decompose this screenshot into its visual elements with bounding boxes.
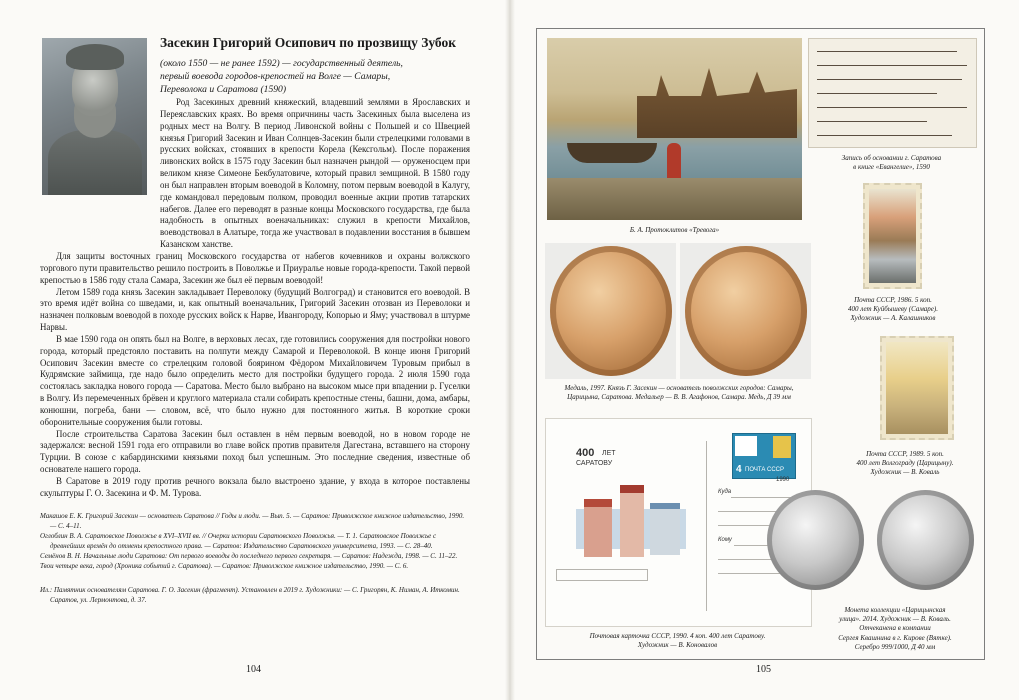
article-subtitle — [160, 57, 470, 97]
stamp2-caption — [840, 450, 970, 478]
stamp1-caption — [838, 296, 948, 324]
paragraph: В мае 1590 года он опять был на Волге, в верховых лесах, где готовились сооружения для постройки нового города, который предстояло поставить на полпути между Самарой и Переволокой. В конце июня Григорий Осипович Засекин вместе со стрелецким головой боярином Фёдором Михайловичем Туровым прибыл в Кудрямские займища, где надо было определить место для постройки будущего города. 2 июля 1590 года состоялась закладка нового города — Саратова. Место было выбрано на высоком мысе при впадении р. Гуселки в Волгу. Из перемеченных брёвен и круглого материала стали собирать крепостные стены, башни, дома, амбары, конюшни, погреба, бани — словом, всё, что было нужно для постоянного житья. В короткие сроки оборонительные сооружения были готовы. — [40, 333, 470, 427]
paragraph: В Саратове в 2019 году против речного вокзала было выстроено здание, у входа в которое поставлены скульптуры Г. О. Засекина и Ф. М. Турова. — [40, 476, 470, 498]
caption-line: в книге «Евангелие», 1590 — [853, 163, 930, 172]
caption-line: Почта СССР, 1986. 5 коп. — [854, 296, 932, 304]
paragraph: Летом 1589 года князь Засекин закладывает Переволоку (будущий Волгоград) и становится его воеводой. В это время идёт война со шведами, и, как опытный военачальник, Григорий Засекин отозван из Переволоки и назначен полковым воеводой в походе русских войск к Нарве, Ивангороду, Копорью и Яму; участвовал в штурме Нарвы. — [40, 286, 470, 333]
painting-caption: Б. А. Протоклитов «Тревога» — [629, 226, 720, 234]
caption-line: Художник — В. Коваль — [870, 468, 940, 477]
coin-reverse-image — [877, 490, 974, 590]
painting-alarm-image — [547, 38, 802, 220]
card-index-boxes — [556, 569, 648, 581]
caption-line: Царицына, Саратова. Медальер — В. В. Агафонов, Самара. Медь, Д 39 мм — [567, 393, 791, 402]
caption-line: Сергея Квашнина в г. Кирове (Вятке). — [838, 633, 952, 642]
caption-line: Серебро 999/1000, Д 40 мм — [854, 642, 936, 651]
painting-boat — [567, 143, 657, 163]
article-body — [40, 97, 470, 500]
painting-fortress — [637, 68, 797, 138]
coin-caption — [820, 606, 970, 652]
coin-obverse-image — [767, 490, 864, 590]
caption-line: Отчеканена в компании — [859, 624, 931, 633]
caption-line: 400 лет Волгограду (Царицыну). — [856, 459, 954, 468]
page-number-left: 104 — [246, 664, 261, 675]
reference-item: Семёнов В. Н. Начальные люди Саратова: От первого воеводы до последнего первого секретаря. — Саратов: Надежда, 1998. — С. 11–22. — [40, 552, 458, 560]
postcard-caption — [545, 632, 810, 650]
references-list — [40, 511, 470, 605]
reference-item: Твои четыре века, город (Хроника событий г. Саратова). — Саратов: Приволжское книжное издательство, 1990. — С. 6. — [40, 562, 409, 570]
caption-line: 400 лет Куйбышеву (Самаре). — [847, 305, 938, 314]
caption-line: Художник — А. Калашников — [850, 314, 936, 323]
card-year: 1990 — [776, 477, 790, 483]
card-kremlin-illustration — [576, 479, 686, 549]
subtitle-line: Переволока и Саратова (1590) — [160, 84, 287, 96]
portrait-hat — [66, 44, 124, 70]
card-field-to: Куда — [718, 489, 732, 495]
card-label: ЛЕТ — [602, 450, 616, 457]
caption-line: Монета коллекции «Царицынская — [844, 606, 946, 614]
caption-line: улица». 2014. Художник — В. Коваль. — [839, 615, 951, 624]
card-stamp-value: 4 — [736, 464, 742, 475]
medal-caption — [545, 384, 813, 402]
paragraph: После строительства Саратова Засекин был оставлен в нём первым воеводой, но в новом городе не задержался: весной 1591 года его отправили во главе войск против правителя Дагестана, вставшего на сторону Турции. В союзе с кабардинскими князьями поход был успешным. Это последние сведения, известные об основателе нашего города. — [40, 428, 470, 475]
caption-line: Запись об основании г. Саратова — [841, 154, 942, 162]
manuscript-caption — [808, 154, 975, 172]
caption-line: Медаль, 1997. Князь Г. Засекин — основатель поволжских городов: Самары, — [564, 384, 794, 392]
medal-obverse-image — [550, 246, 672, 376]
manuscript-image — [808, 38, 977, 148]
reference-item: Оглоблин В. А. Саратовское Поволжье в XVI–XVII вв. // Очерки истории Саратовского Поволжья. — Т. 1. Саратовское Поволжье с древнейших времён до отмены крепостного права. — Саратов: Издательство Саратовского университета, 1993. — С. 28–40. — [40, 532, 437, 550]
reference-item: Макашов Е. К. Григорий Засекин — основатель Саратова // Годы и люди. — Вып. 5. — Саратов: Приволжское книжное издательство, 1990. — С. 4–11. — [40, 512, 465, 530]
card-stamp-text: ПОЧТА СССР — [745, 467, 784, 473]
page-number-right: 105 — [756, 664, 771, 675]
paragraph: Род Засекиных древний княжеский, владевший землями в Ярославских и Переяславских краях. Во время опричнины часть Засекиных была выселена из родных мест на Волгу. В период Ливонской войны с Польшей и со Швецией князья Григорий Засекин и Иван Солнцев-Засекин были стрелецкими головами в русских войсках, стоявших в крепости Корела (Кексгольм). После поражения ливонских войск в 1575 году Засекин был назначен рындой — оруженосцем при великом князе Симеоне Бекбулатовиче, который правил земщиной. В 1580 году он был направлен вторым воеводой в Коломну, потом первым воеводой в Калугу, где командовал передовым полком, проводил военные акции против татарских набегов. Далее его переводят в разные концы Московского государства, где была надобность в опытных военачальниках: служил в крепости Михайлов, воеводствовал в Алатыре, тогда же участвовал в подавлении восстания в бывшем Казанском ханстве. — [160, 97, 470, 250]
caption-line: Почтовая карточка СССР, 1990. 4 коп. 400 лет Саратову. — [589, 632, 766, 640]
card-value: 400 — [576, 447, 595, 459]
stamp-samara-image — [863, 183, 922, 289]
painting-shore — [547, 178, 802, 220]
article-title: Засекин Григорий Осипович по прозвищу Зубок — [160, 35, 457, 50]
card-printed-stamp — [732, 433, 796, 479]
medal-reverse-image — [685, 246, 807, 376]
subtitle-line: (около 1550 — не ранее 1592) — государственный деятель, — [160, 58, 403, 69]
caption-line: Почта СССР, 1989. 5 коп. — [866, 450, 944, 458]
card-city: САРАТОВУ — [576, 460, 613, 467]
book-spine — [505, 0, 515, 700]
paragraph: Для защиты восточных границ Московского государства от набегов кочевников и охраны волжского торгового пути правительство решило построить в Поволжье и Приуралье новые города-крепости. Такой первой крепостью в 1586 году стала Самара, Засекин же был её первым воеводой! — [40, 250, 470, 285]
painting-figure — [667, 143, 681, 183]
stamp-volgograd-image — [880, 336, 954, 440]
subtitle-line: первый воевода городов-крепостей на Волге — Самары, — [160, 71, 391, 83]
card-field-whom: Кому — [718, 537, 732, 543]
illustration-note: Ил.: Памятник основателям Саратова. Г. О. Засекин (фрагмент). Установлен в 2019 г. Художники: — С. Григорян, К. Ниман, А. Иткомин. Саратов, ул. Лермонтова, д. 37. — [40, 586, 460, 604]
caption-line: Художник — В. Коновалов — [637, 641, 718, 650]
